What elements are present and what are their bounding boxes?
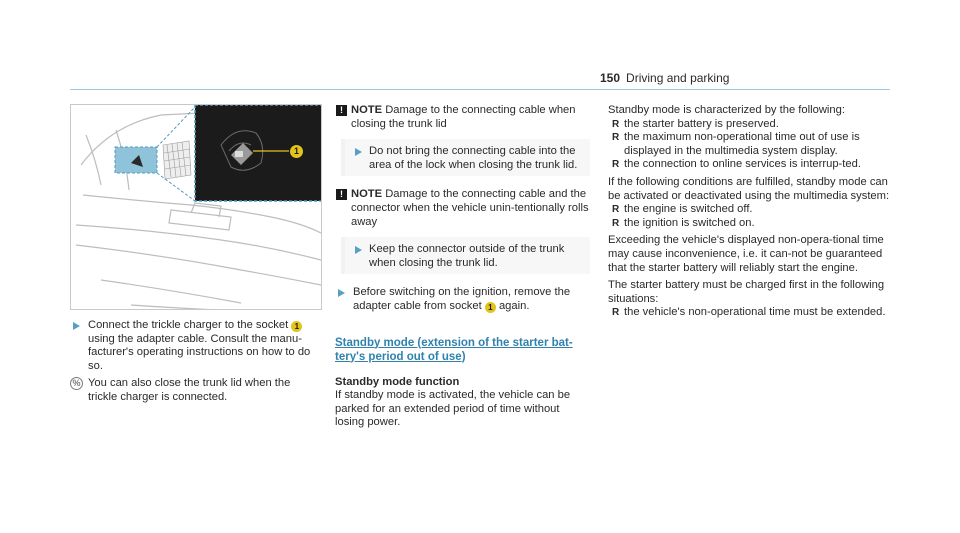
step-arrow-icon xyxy=(355,246,362,254)
header-rule xyxy=(70,89,890,90)
warning-icon: ! xyxy=(336,189,347,200)
list-item: R the maximum non-operational time out of use is displayed in the multimedia system display. xyxy=(612,131,860,157)
tip-text: You can also close the trunk lid when the trickle charger is connected. xyxy=(88,377,291,403)
bullet-icon: R xyxy=(612,307,620,319)
figure-callout-1: 1 xyxy=(290,145,303,158)
step-connect-charger xyxy=(70,319,322,373)
trunk-illustration xyxy=(71,105,322,310)
callout-1: 1 xyxy=(291,321,302,332)
bullet-icon: R xyxy=(612,217,620,229)
situations-list xyxy=(608,306,893,320)
step-text: Do not bring the connecting cable into the area of the lock when closing the trunk lid. xyxy=(369,145,578,171)
charge-first-paragraph: The starter battery must be charged first in the following situations: xyxy=(608,279,885,305)
warning-icon: ! xyxy=(336,105,347,116)
step-arrow-icon xyxy=(338,289,345,297)
bullet-icon: R xyxy=(612,159,620,171)
step-remove-cable xyxy=(335,286,590,313)
step-text-after: using the adapter cable. Consult the manu-facturer's operating instructions on how to do so. xyxy=(88,332,311,372)
bullet-icon: R xyxy=(612,132,620,144)
page-header xyxy=(600,72,729,86)
list-item: R the connection to online services is interrup-ted. xyxy=(612,158,861,171)
note-text: Damage to the connecting cable and the connector when the vehicle unin-tentionally rolls away xyxy=(351,188,589,228)
sub-heading-standby-function: Standby mode function xyxy=(335,375,460,388)
list-item: R the starter battery is preserved. xyxy=(612,117,779,130)
standby-characteristics-list xyxy=(608,118,893,172)
step-text-before: Before switching on the ignition, remove the adapter cable from socket xyxy=(353,286,571,312)
step-arrow-icon xyxy=(355,148,362,156)
callout-1: 1 xyxy=(485,302,496,313)
step-box-lock-area xyxy=(341,139,590,176)
standby-paragraph: If standby mode is activated, the vehicle can be parked for an extended period of time without losing power. xyxy=(335,389,571,429)
note-label: NOTE xyxy=(351,188,383,201)
note-connector-damage xyxy=(335,188,590,229)
bullet-icon: R xyxy=(612,118,620,130)
note-label: NOTE xyxy=(351,104,383,116)
step-text: Keep the connector outside of the trunk when closing the trunk lid. xyxy=(369,243,565,269)
step-arrow-icon xyxy=(73,322,80,330)
page-number: 150 xyxy=(600,71,621,85)
list-item: R the ignition is switched on. xyxy=(612,216,755,229)
exceeding-paragraph: Exceeding the vehicle's displayed non-opera-tional time may cause inconvenience, i.e. it can-not be guaranteed that the starter battery will reliably start the engine. xyxy=(608,234,884,274)
conditions-list xyxy=(608,203,893,230)
trunk-socket-figure xyxy=(70,104,322,310)
chapter-title: Driving and parking xyxy=(626,71,730,85)
conditions-paragraph: If the following conditions are fulfilled, standby mode can be activated or deactivated using the multimedia system: xyxy=(608,175,890,202)
column-left xyxy=(70,104,322,405)
step-box-connector-outside xyxy=(341,237,590,274)
tip-note xyxy=(70,377,322,404)
bullet-icon: R xyxy=(612,204,620,216)
note-text: Damage to the connecting cable when closing the trunk lid xyxy=(351,104,576,130)
list-item: R the vehicle's non-operational time must be extended. xyxy=(612,306,886,319)
section-heading-standby: Standby mode (extension of the starter bat-tery's period out of use) xyxy=(335,336,573,363)
list-item: R the engine is switched off. xyxy=(612,203,753,216)
info-icon: % xyxy=(70,377,83,390)
step-text-before: Connect the trickle charger to the socket xyxy=(88,319,289,331)
step-text-after: again. xyxy=(498,299,530,312)
column-right xyxy=(608,104,893,320)
standby-intro: Standby mode is characterized by the following: xyxy=(608,104,845,116)
note-cable-damage xyxy=(335,104,590,131)
column-middle xyxy=(335,104,590,430)
